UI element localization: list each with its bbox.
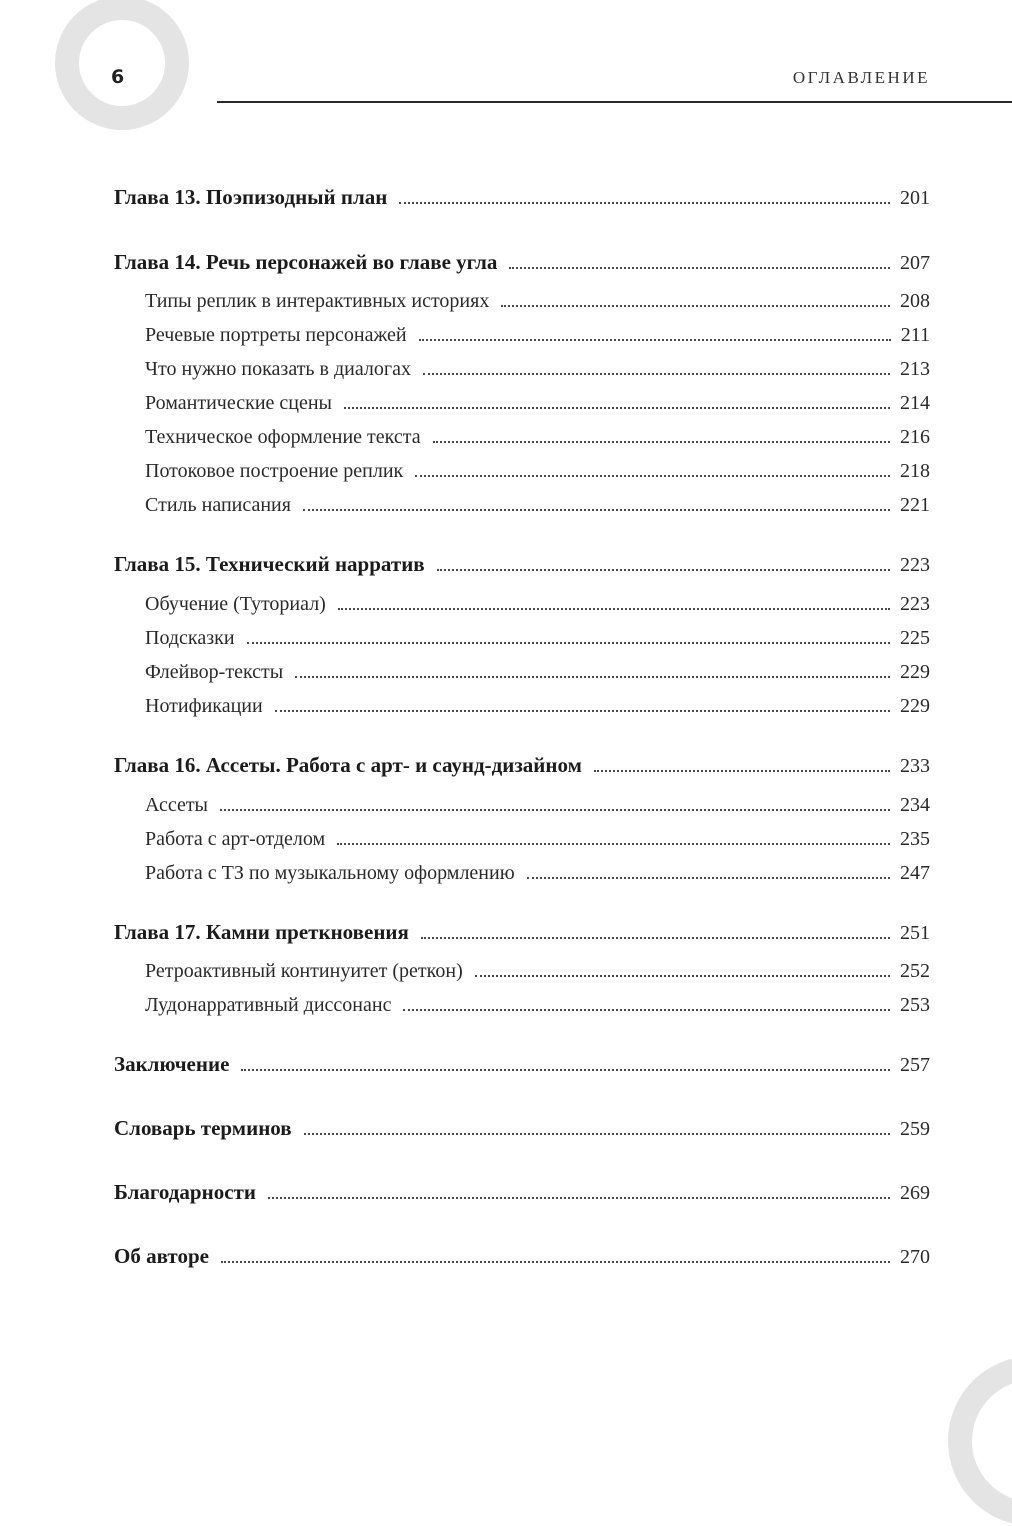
toc-entry-title: Заключение	[114, 1052, 230, 1076]
toc-entry-page: 233	[900, 755, 930, 777]
toc-entry-page: 223	[900, 593, 930, 615]
toc-entry-page: 223	[900, 554, 930, 576]
toc-entry-page: 257	[900, 1054, 930, 1076]
toc-section-entry[interactable]	[145, 593, 930, 616]
dot-leader	[247, 642, 890, 644]
dot-leader	[527, 877, 890, 879]
toc-entry-page: 253	[900, 994, 930, 1016]
dot-leader	[433, 441, 890, 443]
toc-chapter-entry[interactable]	[114, 250, 930, 275]
toc-chapter-entry[interactable]	[114, 1116, 930, 1141]
toc-entry-title: Стиль написания	[145, 494, 291, 516]
toc-entry-page: 235	[900, 828, 930, 850]
decorative-circle-bottom	[948, 1356, 1012, 1526]
toc-entry-title: Подсказки	[145, 627, 235, 649]
dot-leader	[220, 809, 890, 811]
toc-entry-page: 270	[900, 1246, 930, 1268]
toc-entry-page: 259	[900, 1118, 930, 1140]
toc-entry-title: Что нужно показать в диалогах	[145, 358, 411, 380]
toc-section-entry[interactable]	[145, 695, 930, 718]
dot-leader	[415, 475, 890, 477]
dot-leader	[399, 202, 890, 204]
toc-entry-title: Романтические сцены	[145, 392, 332, 414]
toc-chapter-entry[interactable]	[114, 753, 930, 778]
toc-entry-title: Работа с арт-отделом	[145, 828, 326, 850]
page-number: 6	[111, 66, 125, 88]
dot-leader	[475, 975, 890, 977]
toc-entry-title: Работа с ТЗ по музыкальному оформлению	[145, 862, 515, 884]
dot-leader	[594, 770, 890, 772]
toc-section-entry[interactable]	[145, 290, 930, 313]
dot-leader	[419, 339, 891, 341]
toc-chapter-entry[interactable]	[114, 185, 930, 210]
dot-leader	[221, 1261, 890, 1263]
toc-entry-title: Благодарности	[114, 1180, 256, 1204]
toc-entry-title: Глава 15. Технический нарратив	[114, 552, 425, 576]
toc-entry-title: Глава 14. Речь персонажей во главе угла	[114, 250, 498, 274]
dot-leader	[275, 710, 890, 712]
toc-entry-page: 251	[900, 922, 930, 944]
toc-section-entry[interactable]	[145, 862, 930, 885]
toc-entry-page: 218	[900, 460, 930, 482]
toc-entry-title: Ассеты	[145, 794, 208, 816]
toc-section-entry[interactable]	[145, 426, 930, 449]
toc-entry-title: Флейвор-тексты	[145, 661, 284, 683]
toc-entry-page: 229	[900, 661, 930, 683]
toc-entry-page: 229	[900, 695, 930, 717]
toc-entry-page: 225	[900, 627, 930, 649]
toc-section-entry[interactable]	[145, 358, 930, 381]
dot-leader	[501, 305, 890, 307]
header-rule	[217, 101, 1012, 103]
toc-section-entry[interactable]	[145, 392, 930, 415]
toc-entry-page: 216	[900, 426, 930, 448]
toc-entry-page: 247	[900, 862, 930, 884]
toc-entry-page: 201	[900, 187, 930, 209]
dot-leader	[421, 937, 890, 939]
toc-entry-page: 213	[900, 358, 930, 380]
dot-leader	[241, 1069, 890, 1071]
toc-entry-title: Обучение (Туториал)	[145, 593, 326, 615]
toc-chapter-entry[interactable]	[114, 1180, 930, 1205]
dot-leader	[338, 608, 890, 610]
toc-section-entry[interactable]	[145, 994, 930, 1017]
toc-section-entry[interactable]	[145, 460, 930, 483]
toc-entry-title: Глава 17. Камни преткновения	[114, 920, 409, 944]
toc-section-entry[interactable]	[145, 494, 930, 517]
toc-entry-page: 252	[900, 960, 930, 982]
toc-entry-title: Нотификации	[145, 695, 263, 717]
toc-section-entry[interactable]	[145, 627, 930, 650]
dot-leader	[403, 1009, 890, 1011]
toc-section-entry[interactable]	[145, 828, 930, 851]
dot-leader	[423, 373, 890, 375]
toc-entry-title: Словарь терминов	[114, 1116, 292, 1140]
toc-chapter-entry[interactable]	[114, 1052, 930, 1077]
dot-leader	[509, 267, 890, 269]
toc-chapter-entry[interactable]	[114, 552, 930, 577]
dot-leader	[304, 1133, 890, 1135]
dot-leader	[437, 569, 890, 571]
toc-entry-page: 214	[900, 392, 930, 414]
toc-entry-page: 208	[900, 290, 930, 312]
toc-entry-title: Ретроактивный континуитет (реткон)	[145, 960, 463, 982]
toc-entry-title: Речевые портреты персонажей	[145, 324, 407, 346]
toc-section-entry[interactable]	[145, 960, 930, 983]
toc-section-entry[interactable]	[145, 661, 930, 684]
toc-entry-title: Глава 13. Поэпизодный план	[114, 185, 388, 209]
toc-entry-page: 207	[900, 252, 930, 274]
dot-leader	[303, 509, 890, 511]
toc-entry-page: 211	[900, 324, 930, 346]
toc-entry-title: Техническое оформление текста	[145, 426, 421, 448]
toc-entry-title: Глава 16. Ассеты. Работа с арт- и саунд-дизайном	[114, 753, 582, 777]
toc-entry-page: 221	[900, 494, 930, 516]
dot-leader	[295, 676, 890, 678]
toc-section-entry[interactable]	[145, 794, 930, 817]
toc-section-entry[interactable]	[145, 324, 930, 347]
toc-entry-page: 234	[900, 794, 930, 816]
toc-entry-title: Лудонарративный диссонанс	[145, 994, 392, 1016]
dot-leader	[344, 407, 890, 409]
toc-entry-page: 269	[900, 1182, 930, 1204]
toc-chapter-entry[interactable]	[114, 1244, 930, 1269]
toc-chapter-entry[interactable]	[114, 920, 930, 945]
dot-leader	[337, 843, 890, 845]
decorative-circle-top	[55, 0, 189, 130]
dot-leader	[268, 1197, 890, 1199]
toc-entry-title: Потоковое построение реплик	[145, 460, 404, 482]
toc-entry-title: Типы реплик в интерактивных историях	[145, 290, 490, 312]
running-title: ОГЛАВЛЕНИЕ	[792, 68, 930, 87]
toc-entry-title: Об авторе	[114, 1244, 209, 1268]
